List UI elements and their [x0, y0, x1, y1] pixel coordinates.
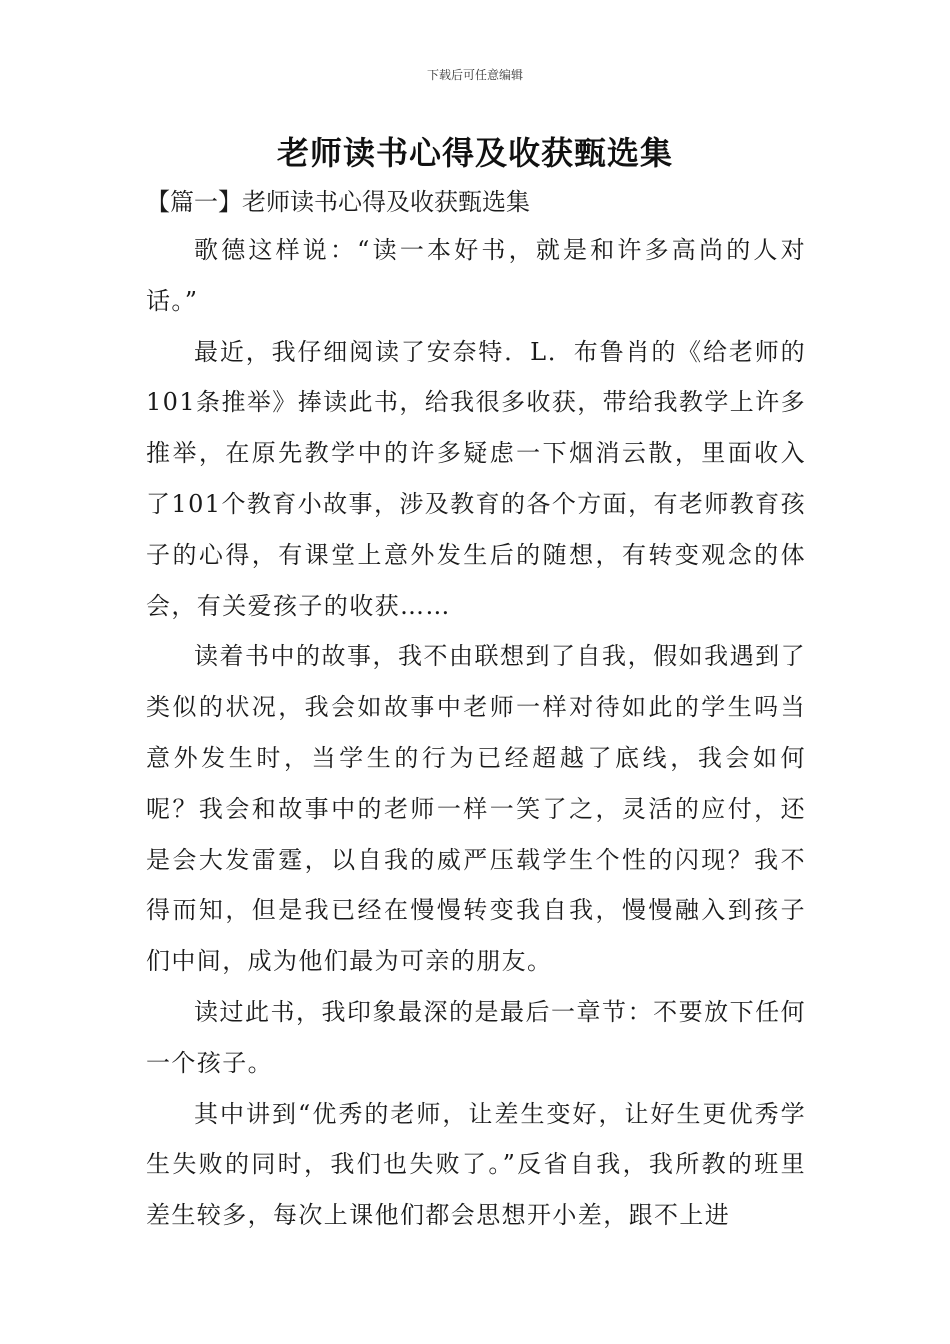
body-text [146, 225, 806, 1241]
header-note: 下载后可任意编辑 [426, 68, 523, 82]
section-heading: 【篇一】老师读书心得及收获甄选集 [146, 188, 530, 216]
paragraph: 其中讲到“优秀的老师，让差生变好，让好生更优秀学生失败的同时，我们也失败了。”反省自我，我所教的班里差生较多，每次上课他们都会思想开小差，跟不上进 [146, 1099, 806, 1230]
paragraph: 最近，我仔细阅读了安奈特．L．布鲁肖的《给老师的101条推举》捧读此书，给我很多收获，带给我教学上许多推举，在原先教学中的许多疑虑一下烟消云散，里面收入了101个教育小故事，涉及教育的各个方面，有老师教育孩子的心得，有课堂上意外发生后的随想，有转变观念的体会，有关爱孩子的收获…… [146, 337, 806, 620]
paragraph: 读过此书，我印象最深的是最后一章节：不要放下任何一个孩子。 [146, 997, 806, 1077]
paragraph: 歌德这样说：“读一本好书，就是和许多高尚的人对话。” [146, 236, 806, 315]
page-title: 老师读书心得及收获甄选集 [276, 134, 673, 172]
paragraph: 读着书中的故事，我不由联想到了自我，假如我遇到了类似的状况，我会如故事中老师一样对待如此的学生吗当意外发生时，当学生的行为已经超越了底线，我会如何呢？我会和故事中的老师一样一笑了之，灵活的应付，还是会大发雷霆，以自我的威严压载学生个性的闪现？我不得而知，但是我已经在慢慢转变我自我，慢慢融入到孩子们中间，成为他们最为可亲的朋友。 [146, 642, 806, 976]
